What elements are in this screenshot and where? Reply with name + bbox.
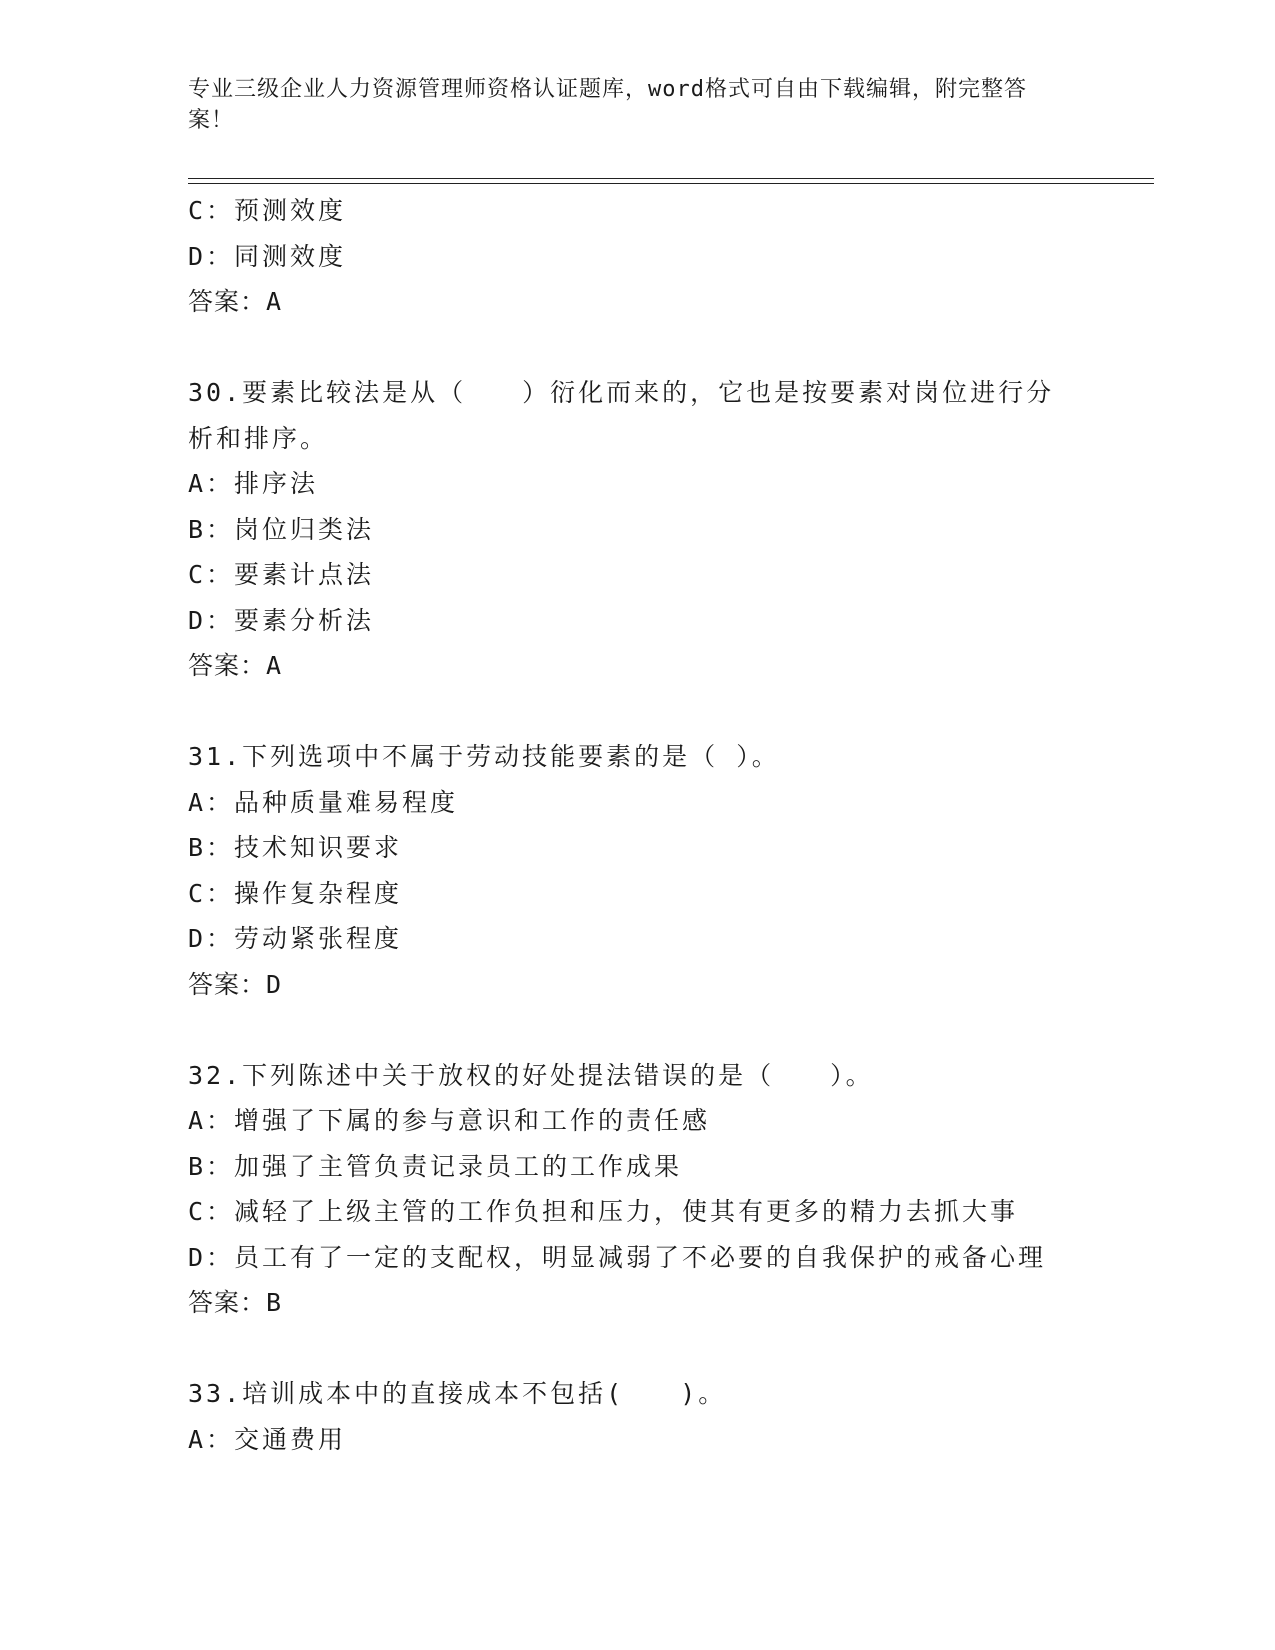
question-31 bbox=[188, 734, 1088, 1007]
option-line: C：减轻了上级主管的工作负担和压力，使其有更多的精力去抓大事 bbox=[188, 1197, 1019, 1226]
option-line: C：操作复杂程度 bbox=[188, 878, 403, 908]
answer-line: 答案：D bbox=[188, 969, 283, 999]
answer-line: 答案：B bbox=[188, 1288, 283, 1317]
question-33 bbox=[188, 1371, 1088, 1462]
option-line: C：要素计点法 bbox=[188, 560, 375, 589]
header-text: 专业三级企业人力资源管理师资格认证题库，word格式可自由下载编辑，附完整答案！ bbox=[188, 77, 1027, 133]
option-line: D：要素分析法 bbox=[188, 605, 375, 635]
option-line: D：员工有了一定的支配权，明显减弱了不必要的自我保护的戒备心理 bbox=[188, 1242, 1047, 1272]
header-divider-bottom bbox=[188, 183, 1154, 184]
question-stem: 析和排序。 bbox=[188, 423, 329, 453]
spacer bbox=[188, 325, 1088, 371]
option-line: A：增强了下属的参与意识和工作的责任感 bbox=[188, 1106, 711, 1135]
question-stem: 32.下列陈述中关于放权的好处提法错误的是（ ）。 bbox=[188, 1060, 874, 1090]
option-line: B：技术知识要求 bbox=[188, 833, 403, 862]
document-body bbox=[188, 188, 1088, 1462]
question-stem: 33.培训成本中的直接成本不包括( )。 bbox=[188, 1379, 727, 1408]
header-divider-top bbox=[188, 178, 1154, 179]
option-line: A：交通费用 bbox=[188, 1424, 347, 1454]
question-stem: 31.下列选项中不属于劳动技能要素的是（ ）。 bbox=[188, 742, 780, 771]
option-line: B：岗位归类法 bbox=[188, 514, 375, 544]
answer-line: 答案：A bbox=[188, 651, 283, 680]
option-line: B：加强了主管负责记录员工的工作成果 bbox=[188, 1151, 683, 1181]
spacer bbox=[188, 689, 1088, 735]
option-line: A：排序法 bbox=[188, 469, 319, 498]
question-30 bbox=[188, 370, 1088, 689]
spacer bbox=[188, 1326, 1088, 1372]
page-header bbox=[188, 74, 1068, 136]
spacer bbox=[188, 1007, 1088, 1053]
option-line: D：同测效度 bbox=[188, 241, 347, 271]
question-32 bbox=[188, 1053, 1088, 1326]
question-continuation bbox=[188, 188, 1088, 325]
answer-line: 答案：A bbox=[188, 287, 283, 316]
option-line: D：劳动紧张程度 bbox=[188, 924, 403, 953]
option-line: A：品种质量难易程度 bbox=[188, 787, 459, 817]
option-line: C：预测效度 bbox=[188, 196, 347, 225]
question-stem: 30.要素比较法是从（ ）衍化而来的，它也是按要素对岗位进行分 bbox=[188, 378, 1055, 407]
